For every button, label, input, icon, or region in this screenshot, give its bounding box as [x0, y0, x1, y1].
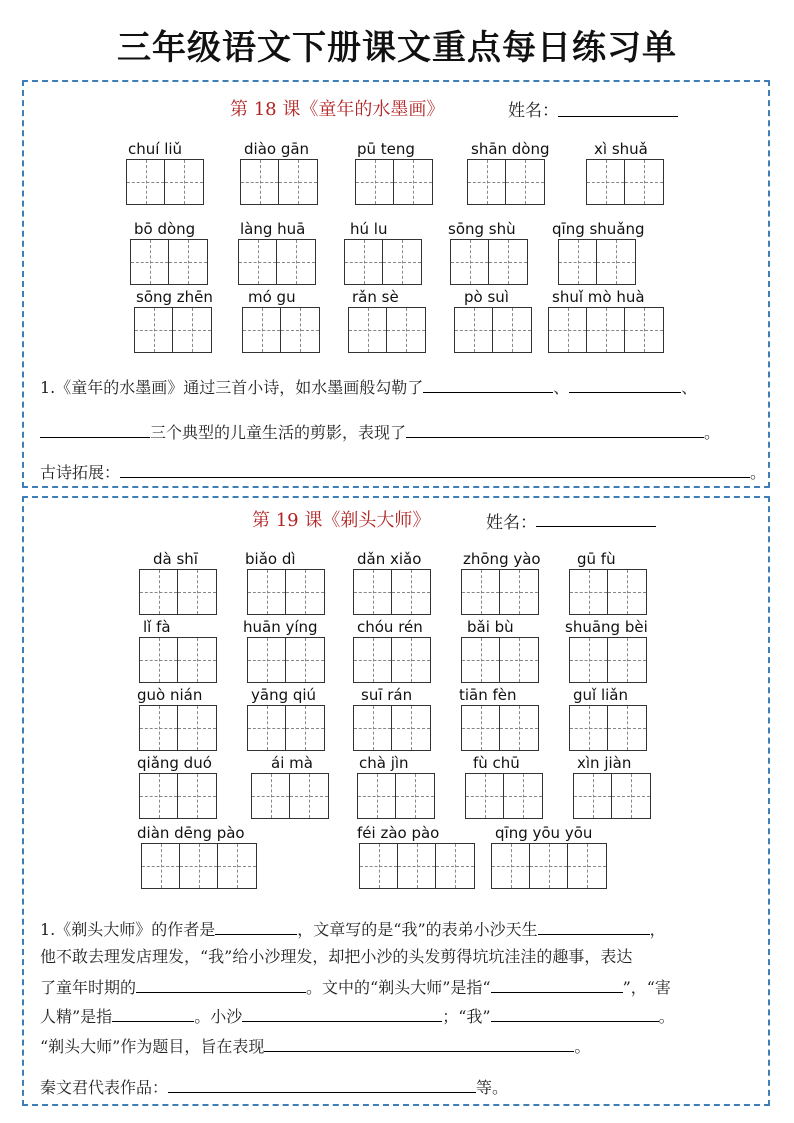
- lesson19-q1-line3-c: ”，“害: [622, 978, 671, 997]
- writing-cell[interactable]: [587, 160, 625, 204]
- lesson18-pinyin-label: diào gān: [244, 140, 310, 158]
- writing-cell[interactable]: [354, 638, 392, 682]
- writing-cell[interactable]: [392, 570, 430, 614]
- lesson19-writing-grid: [461, 705, 539, 751]
- lesson19-writing-grid: [461, 637, 539, 683]
- writing-cell[interactable]: [392, 706, 430, 750]
- lesson19-writing-grid: [569, 569, 647, 615]
- lesson18-writing-grid: [240, 159, 318, 205]
- lesson18-name-label: 姓名：: [508, 101, 559, 121]
- writing-cell[interactable]: [140, 570, 178, 614]
- lesson19-blank-trait[interactable]: [538, 920, 650, 935]
- writing-cell[interactable]: [165, 160, 203, 204]
- writing-cell[interactable]: [462, 638, 500, 682]
- writing-cell[interactable]: [127, 160, 165, 204]
- writing-cell[interactable]: [241, 160, 279, 204]
- lesson19-pinyin-label: zhōng yào: [463, 550, 541, 568]
- writing-cell[interactable]: [135, 308, 173, 352]
- lesson18-pinyin-label: shān dòng: [471, 140, 550, 158]
- writing-cell[interactable]: [286, 706, 324, 750]
- writing-cell[interactable]: [180, 844, 218, 888]
- writing-cell[interactable]: [142, 844, 180, 888]
- lesson18-writing-grid: [454, 307, 532, 353]
- lesson19-name-label: 姓名：: [486, 513, 537, 533]
- lesson18-pinyin-label: sōng shù: [448, 220, 516, 238]
- lesson19-q1-line4-a: 人精”是指: [40, 1007, 113, 1026]
- lesson19-title: 第 19 课《剃头大师》: [252, 510, 431, 531]
- lesson18-writing-grid: [348, 307, 426, 353]
- lesson19-pinyin-label: chóu rén: [357, 618, 423, 636]
- lesson19-blank-theme[interactable]: [264, 1037, 574, 1052]
- writing-cell[interactable]: [178, 638, 216, 682]
- lesson19-pinyin-label: diàn dēng pào: [137, 824, 245, 842]
- lesson19-works-line: [40, 1078, 508, 1096]
- lesson19-writing-grid: [569, 705, 647, 751]
- writing-cell[interactable]: [468, 160, 506, 204]
- lesson18-writing-grid: [344, 239, 422, 285]
- writing-cell[interactable]: [356, 160, 394, 204]
- lesson19-question-line2: 他不敢去理发店理发，“我”给小沙理发，却把小沙的头发剪得坑坑洼洼的趣事，表达: [40, 947, 633, 966]
- lesson19-writing-grid: [357, 773, 435, 819]
- writing-cell[interactable]: [451, 240, 489, 284]
- lesson18-question-line2: [40, 423, 720, 441]
- writing-cell[interactable]: [248, 570, 286, 614]
- writing-cell[interactable]: [530, 844, 568, 888]
- lesson19-pinyin-label: suī rán: [361, 686, 413, 704]
- lesson19-q1-line4-b: 。小沙: [194, 1007, 243, 1026]
- lesson18-writing-grid: [355, 159, 433, 205]
- writing-cell[interactable]: [252, 774, 290, 818]
- lesson19-writing-grid: [141, 843, 257, 889]
- lesson19-q1-line4-d: 。: [658, 1007, 675, 1026]
- lesson19-pinyin-label: guǐ liǎn: [573, 686, 628, 704]
- lesson18-blank-3[interactable]: [40, 423, 150, 438]
- writing-cell[interactable]: [394, 160, 432, 204]
- lesson18-pinyin-label: pò suì: [464, 288, 509, 306]
- lesson19-writing-grid: [247, 705, 325, 751]
- lesson18-writing-grid: [450, 239, 528, 285]
- writing-cell[interactable]: [286, 570, 324, 614]
- lesson19-writing-grid: [461, 569, 539, 615]
- lesson18-poem-blank[interactable]: [120, 463, 750, 478]
- writing-cell[interactable]: [489, 240, 527, 284]
- writing-cell[interactable]: [506, 160, 544, 204]
- writing-cell[interactable]: [281, 308, 319, 352]
- lesson19-pinyin-label: shuāng bèi: [565, 618, 648, 636]
- writing-cell[interactable]: [243, 308, 281, 352]
- lesson18-poem-label: 古诗拓展：: [40, 463, 121, 482]
- writing-cell[interactable]: [500, 570, 538, 614]
- lesson19-pinyin-label: yāng qiú: [251, 686, 317, 704]
- lesson19-writing-grid: [569, 637, 647, 683]
- lesson19-blank-pest[interactable]: [112, 1007, 194, 1022]
- lesson18-q1-end: 。: [704, 423, 721, 442]
- lesson18-q1-mid: 三个典型的儿童生活的剪影，表现了: [150, 423, 407, 442]
- lesson18-writing-grid: [548, 307, 664, 353]
- writing-cell[interactable]: [178, 570, 216, 614]
- lesson19-question-line5: [40, 1037, 590, 1055]
- lesson19-blank-master[interactable]: [491, 978, 623, 993]
- lesson19-pinyin-label: qiǎng duó: [137, 754, 212, 772]
- page-title: 三年级语文下册课文重点每日练习单: [117, 28, 677, 68]
- lesson18-pinyin-label: chuí liǔ: [128, 140, 183, 158]
- writing-cell[interactable]: [398, 844, 436, 888]
- lesson19-pinyin-label: tiān fèn: [459, 686, 517, 704]
- lesson19-blank-author[interactable]: [215, 920, 297, 935]
- lesson19-writing-grid: [139, 773, 217, 819]
- lesson19-pinyin-label: qīng yōu yōu: [495, 824, 593, 842]
- lesson19-writing-grid: [491, 843, 607, 889]
- lesson19-writing-grid: [247, 637, 325, 683]
- lesson18-q1-sep1: 、: [553, 378, 570, 397]
- lesson18-pinyin-label: pū teng: [357, 140, 415, 158]
- lesson19-writing-grid: [353, 705, 431, 751]
- lesson19-q1-a: 1.《剃头大师》的作者是: [40, 920, 216, 939]
- lesson19-pinyin-label: guò nián: [137, 686, 203, 704]
- lesson18-pinyin-label: mó gu: [248, 288, 296, 306]
- lesson19-q1-line5-b: 。: [574, 1037, 591, 1056]
- lesson18-writing-grid: [126, 159, 204, 205]
- writing-cell[interactable]: [570, 706, 608, 750]
- lesson19-writing-grid: [353, 569, 431, 615]
- lesson19-pinyin-label: huān yíng: [243, 618, 318, 636]
- writing-cell[interactable]: [349, 308, 387, 352]
- writing-cell[interactable]: [286, 638, 324, 682]
- writing-cell[interactable]: [140, 638, 178, 682]
- writing-cell[interactable]: [504, 774, 542, 818]
- writing-cell[interactable]: [277, 240, 315, 284]
- writing-cell[interactable]: [462, 570, 500, 614]
- writing-cell[interactable]: [574, 774, 612, 818]
- lesson19-pinyin-label: chà jìn: [359, 754, 409, 772]
- lesson18-writing-grid: [134, 307, 212, 353]
- lesson19-writing-grid: [251, 773, 329, 819]
- lesson19-blank-feeling[interactable]: [136, 978, 306, 993]
- lesson18-writing-grid: [242, 307, 320, 353]
- lesson18-pinyin-label: shuǐ mò huà: [552, 288, 645, 306]
- lesson19-blank-xiaosha[interactable]: [242, 1007, 442, 1022]
- writing-cell[interactable]: [178, 706, 216, 750]
- lesson18-pinyin-label: hú lu: [350, 220, 388, 238]
- writing-cell[interactable]: [608, 638, 646, 682]
- lesson19-writing-grid: [573, 773, 651, 819]
- lesson19-name-field[interactable]: [536, 526, 656, 527]
- lesson19-blank-me[interactable]: [491, 1007, 659, 1022]
- lesson18-writing-grid: [238, 239, 316, 285]
- writing-cell[interactable]: [358, 774, 396, 818]
- lesson19-question-line4: [40, 1007, 675, 1025]
- writing-cell[interactable]: [612, 774, 650, 818]
- lesson18-blank-4[interactable]: [406, 423, 704, 438]
- lesson19-writing-grid: [465, 773, 543, 819]
- writing-cell[interactable]: [559, 240, 597, 284]
- writing-cell[interactable]: [625, 308, 663, 352]
- lesson18-writing-grid: [558, 239, 636, 285]
- lesson18-blank-1[interactable]: [423, 378, 553, 393]
- lesson19-q1-line3-a: 了童年时期的: [40, 978, 137, 997]
- writing-cell[interactable]: [492, 844, 530, 888]
- lesson18-name-field[interactable]: [558, 116, 678, 117]
- writing-cell[interactable]: [279, 160, 317, 204]
- writing-cell[interactable]: [493, 308, 531, 352]
- writing-cell[interactable]: [392, 638, 430, 682]
- lesson19-pinyin-label: ái mà: [271, 754, 313, 772]
- writing-cell[interactable]: [290, 774, 328, 818]
- lesson18-blank-2[interactable]: [569, 378, 681, 393]
- lesson19-pinyin-label: biǎo dì: [245, 550, 296, 568]
- writing-cell[interactable]: [248, 638, 286, 682]
- lesson18-pinyin-label: rǎn sè: [352, 288, 399, 306]
- writing-cell[interactable]: [345, 240, 383, 284]
- lesson19-pinyin-label: dǎn xiǎo: [357, 550, 422, 568]
- lesson19-works-end: 等。: [476, 1078, 509, 1097]
- lesson19-pinyin-label: fù chū: [473, 754, 520, 772]
- lesson19-q1-c: ，: [649, 920, 666, 939]
- lesson18-writing-grid: [586, 159, 664, 205]
- lesson19-q1-line4-c: ；“我”: [442, 1007, 491, 1026]
- writing-cell[interactable]: [500, 706, 538, 750]
- writing-cell[interactable]: [608, 570, 646, 614]
- writing-cell[interactable]: [218, 844, 256, 888]
- lesson19-q1-line5-a: “剃头大师”作为题目，旨在表现: [40, 1037, 265, 1056]
- lesson19-writing-grid: [139, 569, 217, 615]
- writing-cell[interactable]: [462, 706, 500, 750]
- writing-cell[interactable]: [131, 240, 169, 284]
- lesson18-q1-sep2: 、: [681, 378, 698, 397]
- lesson19-writing-grid: [353, 637, 431, 683]
- writing-cell[interactable]: [587, 308, 625, 352]
- lesson19-pinyin-label: bǎi bù: [467, 618, 514, 636]
- lesson19-writing-grid: [139, 637, 217, 683]
- writing-cell[interactable]: [360, 844, 398, 888]
- lesson19-pinyin-label: lǐ fà: [143, 618, 171, 636]
- lesson18-pinyin-label: làng huā: [240, 220, 306, 238]
- writing-cell[interactable]: [387, 308, 425, 352]
- writing-cell[interactable]: [173, 308, 211, 352]
- writing-cell[interactable]: [239, 240, 277, 284]
- writing-cell[interactable]: [466, 774, 504, 818]
- lesson18-question-line1: [40, 378, 697, 396]
- writing-cell[interactable]: [570, 638, 608, 682]
- lesson19-pinyin-label: dà shī: [153, 550, 198, 568]
- lesson19-pinyin-label: gū fù: [577, 550, 616, 568]
- writing-cell[interactable]: [608, 706, 646, 750]
- writing-cell[interactable]: [140, 774, 178, 818]
- writing-cell[interactable]: [383, 240, 421, 284]
- lesson19-pinyin-label: féi zào pào: [357, 824, 440, 842]
- lesson18-title: 第 18 课《童年的水墨画》: [230, 99, 445, 120]
- lesson18-writing-grid: [130, 239, 208, 285]
- writing-cell[interactable]: [455, 308, 493, 352]
- lesson19-question-line1: [40, 920, 666, 938]
- writing-cell[interactable]: [178, 774, 216, 818]
- writing-cell[interactable]: [549, 308, 587, 352]
- lesson19-writing-grid: [359, 843, 475, 889]
- lesson19-works-label: 秦文君代表作品：: [40, 1078, 169, 1097]
- lesson19-q1-line3-b: 。文中的“剃头大师”是指“: [306, 978, 491, 997]
- lesson18-poem-line: [40, 463, 766, 481]
- writing-cell[interactable]: [500, 638, 538, 682]
- lesson18-pinyin-label: sōng zhēn: [136, 288, 213, 306]
- writing-cell[interactable]: [396, 774, 434, 818]
- lesson18-q1-text: 1.《童年的水墨画》通过三首小诗，如水墨画般勾勒了: [40, 378, 424, 397]
- writing-cell[interactable]: [436, 844, 474, 888]
- lesson18-poem-end: 。: [750, 463, 767, 482]
- writing-cell[interactable]: [169, 240, 207, 284]
- lesson19-writing-grid: [139, 705, 217, 751]
- writing-cell[interactable]: [248, 706, 286, 750]
- lesson18-pinyin-label: qīng shuǎng: [552, 220, 645, 238]
- writing-cell[interactable]: [140, 706, 178, 750]
- lesson18-pinyin-label: xì shuǎ: [594, 140, 648, 158]
- lesson18-writing-grid: [467, 159, 545, 205]
- lesson19-q1-b: ，文章写的是“我”的表弟小沙天生: [297, 920, 538, 939]
- lesson18-pinyin-label: bō dòng: [134, 220, 196, 238]
- lesson19-question-line3: [40, 978, 671, 996]
- lesson19-pinyin-label: xìn jiàn: [577, 754, 632, 772]
- writing-cell[interactable]: [354, 706, 392, 750]
- writing-cell[interactable]: [597, 240, 635, 284]
- lesson19-works-blank[interactable]: [168, 1078, 476, 1093]
- writing-cell[interactable]: [354, 570, 392, 614]
- writing-cell[interactable]: [570, 570, 608, 614]
- writing-cell[interactable]: [625, 160, 663, 204]
- lesson19-writing-grid: [247, 569, 325, 615]
- writing-cell[interactable]: [568, 844, 606, 888]
